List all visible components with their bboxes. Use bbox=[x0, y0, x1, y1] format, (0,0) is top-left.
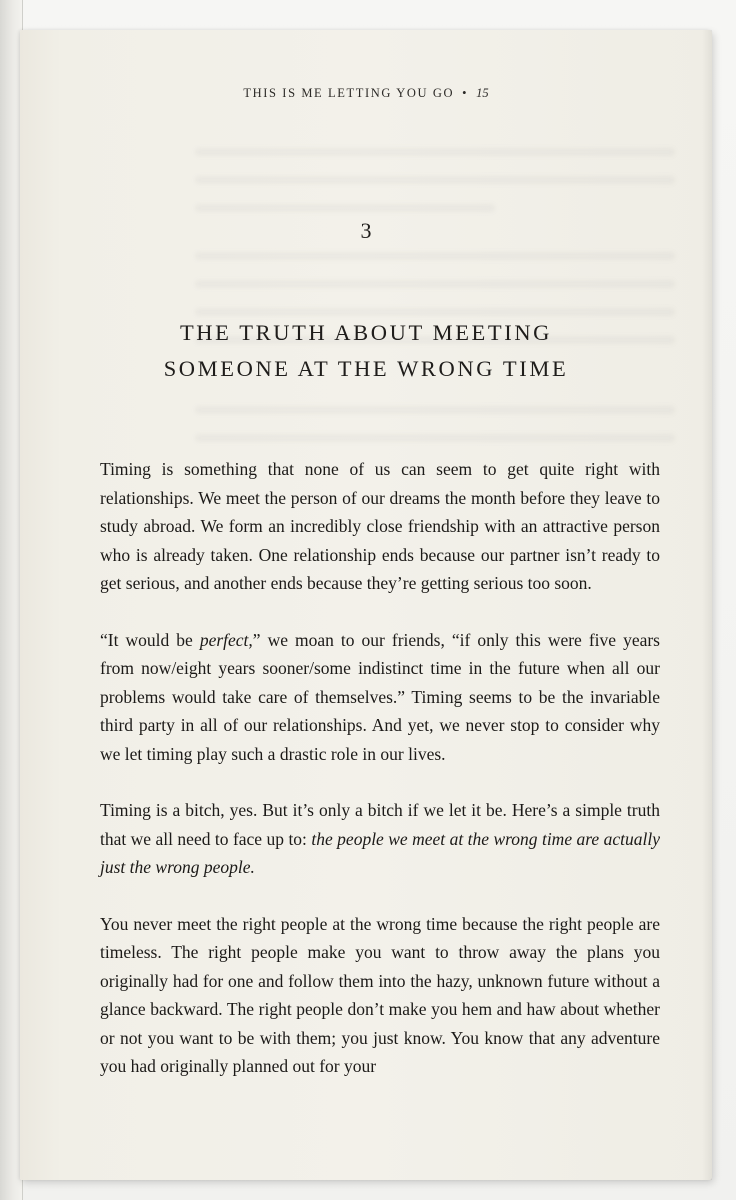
chapter-title-line-1: THE TRUTH ABOUT MEETING bbox=[179, 320, 553, 345]
chapter-title bbox=[20, 315, 712, 387]
paragraph-1: Timing is something that none of us can seem to get quite right with relationships. We meet the person of our dreams the month before they leave to study abroad. We form an incredibly close friendship with an attractive person who is already taken. One relationship ends because our partner isn’t ready to get serious, and another ends because they’re getting serious too soon. bbox=[100, 459, 660, 593]
show-through bbox=[195, 148, 675, 156]
paragraph-4: You never meet the right people at the wrong time because the right people are timeless. The right people make you want to throw away the plans you originally had for one and follow them into the hazy, unknown future without a glance backward. The right people don’t make you hem and haw about whether or not you want to be with them; you just know. You know that any adventure you had originally planned out for your bbox=[100, 913, 660, 1076]
running-title: THIS IS ME LETTING YOU GO bbox=[243, 86, 455, 100]
paragraph-2-text-a: “It would be bbox=[100, 629, 200, 650]
show-through bbox=[195, 204, 495, 212]
paragraph-3 bbox=[100, 796, 660, 882]
show-through bbox=[195, 406, 675, 414]
paragraph-2-emphasis: perfect, bbox=[199, 629, 253, 650]
paragraph-2-text-b: ” we moan to our friends, “if only this were five years from now/eight years sooner/some indistinct time in the future when all our problems would take care of themselves.” Timing seems to be the invariable third party in all of our relationships. And yet, we never stop to consider why we let timing play such a drastic role in our lives. bbox=[100, 629, 660, 764]
running-head bbox=[20, 86, 712, 101]
show-through bbox=[195, 176, 675, 184]
body-text bbox=[100, 455, 660, 1081]
page-edge-shadow bbox=[702, 30, 712, 1180]
show-through bbox=[195, 252, 675, 260]
show-through bbox=[195, 434, 675, 442]
chapter-number: 3 bbox=[360, 218, 372, 243]
chapter-title-line-2: SOMEONE AT THE WRONG TIME bbox=[163, 356, 569, 381]
book-page bbox=[20, 30, 712, 1180]
paragraph-2 bbox=[100, 626, 660, 769]
header-separator: • bbox=[462, 86, 469, 100]
paragraph-3-text: Timing is a bitch, yes. But it’s only a bitch if we let it be. Here’s a simple truth that we all need to face up to: bbox=[100, 800, 660, 849]
show-through bbox=[195, 280, 675, 288]
paragraph-3-emphasis: the people we meet at the wrong time are actually just the wrong people. bbox=[100, 828, 661, 877]
page-number: 15 bbox=[476, 86, 489, 100]
